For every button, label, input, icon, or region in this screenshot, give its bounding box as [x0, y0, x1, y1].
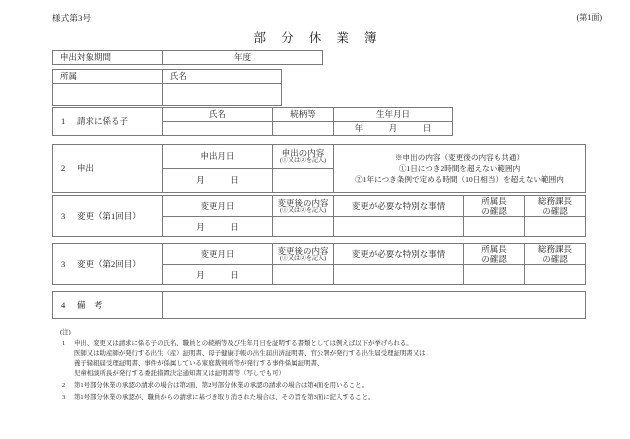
application-explanation-title: ※申出の内容（変更後の内容も共通）: [394, 153, 525, 162]
child-section-title: 請求に係る子: [77, 116, 129, 127]
application-content-header-main: 申出の内容: [281, 147, 325, 158]
child-info-table: [52, 107, 453, 136]
change1-chief-confirm-header: [464, 196, 525, 217]
name-input[interactable]: [163, 84, 282, 106]
footnote-body: [74, 339, 598, 379]
change1-manager-confirm-header: [525, 196, 586, 217]
application-explanation-option-1: ①1日につき2時間を超えない範囲内: [398, 164, 521, 173]
footnote-number: 3: [62, 393, 66, 401]
application-period-label: 申出対象期間: [53, 51, 163, 65]
footnotes-heading: (注): [60, 329, 71, 336]
change1-chief-confirm-header-main: 所属長: [481, 196, 507, 206]
table-row: [53, 244, 586, 265]
application-section-title: 申出: [77, 163, 95, 174]
table-row: [53, 196, 586, 217]
affiliation-input[interactable]: [53, 84, 163, 106]
affiliation-name-table: [52, 69, 282, 106]
application-content-input[interactable]: [273, 169, 334, 193]
change2-section-title: 変更（第2回目）: [77, 258, 141, 269]
change1-date-input[interactable]: 月 日: [163, 217, 273, 237]
child-section-label: [53, 108, 163, 136]
change2-date-header: 変更月日: [163, 244, 273, 265]
application-explanation-option-2: ②1年につき条例で定める時間（10日相当）を超えない範囲内: [355, 175, 564, 184]
change1-reason-input[interactable]: [334, 217, 464, 237]
page-number-label: (第1面): [576, 13, 602, 22]
change2-chief-confirm-input[interactable]: [464, 265, 525, 285]
table-row: [53, 51, 323, 65]
change1-content-header: [273, 196, 334, 217]
change1-manager-confirm-header-main: 総務課長: [537, 196, 572, 206]
page-title: 部 分 休 業 簿: [253, 31, 383, 45]
change-table-second: [52, 243, 586, 285]
change2-content-header-main: 変更後の内容: [277, 245, 329, 256]
change1-content-header-sub: (①又は②を記入): [280, 207, 326, 214]
child-relation-input[interactable]: [273, 122, 334, 136]
application-date-input[interactable]: 月 日: [163, 169, 273, 193]
application-content-header: [273, 145, 334, 169]
change2-section-index: 3: [61, 258, 66, 269]
change1-section-title: 変更（第1回目）: [77, 210, 141, 221]
change2-reason-header: 変更が必要な特別な事情: [334, 244, 464, 265]
change2-chief-confirm-header-sub: の確認: [481, 254, 507, 265]
change2-content-input[interactable]: [273, 265, 334, 285]
affiliation-label: 所属: [53, 70, 163, 84]
footnote-body: [74, 393, 598, 403]
change1-manager-confirm-header-sub: の確認: [542, 206, 568, 217]
application-table: [52, 144, 586, 193]
application-section-label: [53, 145, 163, 193]
remarks-input[interactable]: [163, 292, 586, 319]
footnote-line: 第1号部分休業の承認の請求の場合は第2面、第2号部分休業の承認の請求の場合は第4面を用いること。: [74, 381, 368, 389]
remarks-section-label: [53, 292, 163, 319]
application-date-header: 申出月日: [163, 145, 273, 169]
change1-section-index: 3: [61, 210, 66, 221]
change1-chief-confirm-header-sub: の確認: [481, 206, 507, 217]
name-label: 氏名: [163, 70, 282, 84]
application-period-table: [52, 50, 323, 65]
footnotes: [58, 328, 598, 404]
change2-content-header-sub: (①又は②を記入): [280, 255, 326, 262]
footnote-number: 2: [62, 381, 66, 389]
change2-content-header: [273, 244, 334, 265]
footnote-item: [58, 393, 598, 403]
change1-manager-confirm-input[interactable]: [525, 217, 586, 237]
change2-date-input[interactable]: 月 日: [163, 265, 273, 285]
change1-content-input[interactable]: [273, 217, 334, 237]
remarks-section-index: 4: [61, 299, 66, 310]
footnote-body: [74, 381, 598, 391]
application-explanation: [334, 145, 586, 193]
change2-reason-input[interactable]: [334, 265, 464, 285]
table-row: [53, 70, 282, 84]
change1-content-header-main: 変更後の内容: [277, 197, 329, 208]
child-birthdate-input[interactable]: 年 月 日: [334, 122, 453, 136]
change-table-first: [52, 195, 586, 237]
table-row: [53, 84, 282, 106]
table-row: [53, 145, 586, 169]
child-relation-header: 続柄等: [273, 108, 334, 122]
change2-chief-confirm-header-main: 所属長: [481, 244, 507, 254]
footnote-line: 医師又は助産師が発行する出生（産）証明書、母子健康手帳の出生届出済証明書、官公署が発行する出生届受理証明書又は: [74, 349, 426, 357]
table-row: [53, 108, 453, 122]
application-section-index: 2: [61, 163, 66, 174]
remarks-section-title: 備 考: [77, 299, 103, 310]
change1-section-label: [53, 196, 163, 237]
application-content-header-sub: (①又は②を記入): [280, 158, 326, 165]
footnote-line: 児童相談所長が発行する委託措置決定通知書又は証明書等（写しでも可）: [74, 369, 285, 377]
change1-chief-confirm-input[interactable]: [464, 217, 525, 237]
change2-manager-confirm-header-sub: の確認: [542, 254, 568, 265]
footnote-line: 養子縁組届受理証明書、事件が係属している家庭裁判所等が発行する事件係属証明書、: [74, 359, 324, 367]
child-name-header: 氏名: [163, 108, 273, 122]
footnote-number: 1: [62, 339, 66, 347]
table-row: [53, 292, 586, 319]
form-number: 様式第3号: [52, 13, 92, 23]
change1-reason-header: 変更が必要な特別な事情: [334, 196, 464, 217]
footnote-line: 申出、変更又は請求に係る子の氏名、職員との続柄等及び生年月日を証明する書類としては例えば以下が挙げられる。: [74, 339, 413, 347]
change2-chief-confirm-header: [464, 244, 525, 265]
footnote-line: 第1号部分休業の承認が、職員からの請求に基づき取り消された場合は、その旨を第3面に記入すること。: [74, 393, 375, 401]
child-name-input[interactable]: [163, 122, 273, 136]
child-birthdate-header: 生年月日: [334, 108, 453, 122]
footnote-item: [58, 339, 598, 379]
change2-manager-confirm-header-main: 総務課長: [537, 244, 572, 254]
footnote-item: [58, 381, 598, 391]
change2-section-label: [53, 244, 163, 285]
fiscal-year-field[interactable]: 年度: [163, 51, 323, 65]
remarks-table: [52, 291, 586, 319]
change2-manager-confirm-header: [525, 244, 586, 265]
child-section-index: 1: [61, 116, 66, 127]
change1-date-header: 変更月日: [163, 196, 273, 217]
change2-manager-confirm-input[interactable]: [525, 265, 586, 285]
